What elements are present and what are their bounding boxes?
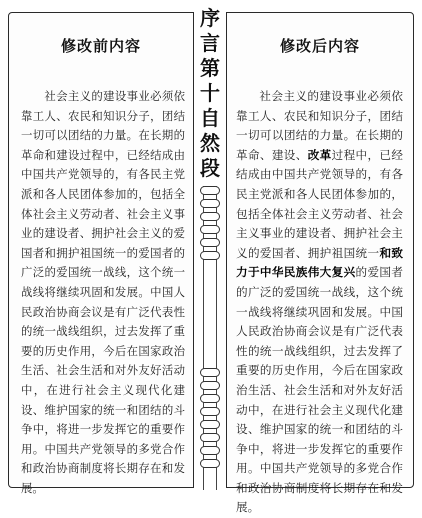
binding-ring — [200, 225, 220, 234]
spine-title-char: 十 — [200, 81, 220, 105]
binding-ring — [200, 394, 220, 403]
body-text-after — [236, 87, 403, 518]
spine-title-char: 自 — [200, 106, 220, 130]
binding-ring — [200, 407, 220, 416]
added-text-highlight: 和致力于中华民族伟大复兴 — [236, 245, 403, 280]
binding-ring — [200, 251, 220, 260]
binding-ring — [200, 446, 220, 455]
binding-ring — [200, 238, 220, 247]
spine-title-char: 然 — [200, 131, 220, 155]
text-segment: 的爱国者的广泛的爱国统一战线，这个统一战线将继续巩固和发展。中国人民政治协商会议是有广泛代表性的统一战线组织，过去发挥了重要的历史作用，今后在国家政治生活、社会生活和对外友好活动中，在进行社会主义现代化建设、维护国家的统一和团结的斗争中，将进一步发挥它的重要作用。中国共产党领导的多党合作和政治协商制度将长期存在和发展。 — [236, 265, 403, 515]
spine-title-char: 段 — [200, 156, 220, 180]
text-segment: 社会主义的建设事业必须依靠工人、农民和知识分子，团结一切可以团结的力量。在长期的革命、建设、 — [236, 89, 403, 162]
panel-after — [226, 12, 414, 515]
spine-title-char: 第 — [200, 56, 220, 80]
binding-ring — [200, 459, 220, 468]
binding-ring — [200, 212, 220, 221]
binding-ring — [200, 186, 220, 195]
spine-title-char: 言 — [200, 31, 220, 55]
added-text-highlight: 改革 — [307, 147, 332, 162]
body-text-before — [21, 87, 185, 498]
spine-title — [194, 6, 226, 181]
binding-ring — [200, 199, 220, 208]
spine-title-char: 序 — [200, 6, 220, 30]
panel-title-before: 修改前内容 — [60, 37, 141, 55]
text-segment: 社会主义的建设事业必须依靠工人、农民和知识分子，团结一切可以团结的力量。在长期的革命和建设过程中，已经结成由中国共产党领导的，有各民主党派和各人民团体参加的，包括全体社会主义劳动者、社会主义事业的建设者、拥护社会主义的爱国者和拥护祖国统一的爱国者的广泛的爱国统一战线，这个统一战线将继续巩固和发展。中国人民政治协商会议是有广泛代表性的统一战线组织，过去发挥了重要的历史作用，今后在国家政治生活、社会生活和对外友好活动中，在进行社会主义现代化建设、维护国家的统一和团结的斗争中，将进一步发挥它的重要作用。中国共产党领导的多党合作和政治协商制度将长期存在和发展。 — [21, 89, 185, 495]
binding-ring — [200, 368, 220, 377]
book-spine — [194, 0, 226, 500]
text-segment: 过程中，已经结成由中国共产党领导的，有各民主党派和各人民团体参加的，包括全体社会主义劳动者、社会主义事业的建设者、拥护社会主义的爱国者、拥护祖国统一 — [236, 147, 403, 260]
binding-ring — [200, 433, 220, 442]
panel-before — [8, 12, 194, 495]
binding-ring — [200, 381, 220, 390]
panel-title-after: 修改后内容 — [279, 37, 360, 55]
binding-ring — [200, 420, 220, 429]
